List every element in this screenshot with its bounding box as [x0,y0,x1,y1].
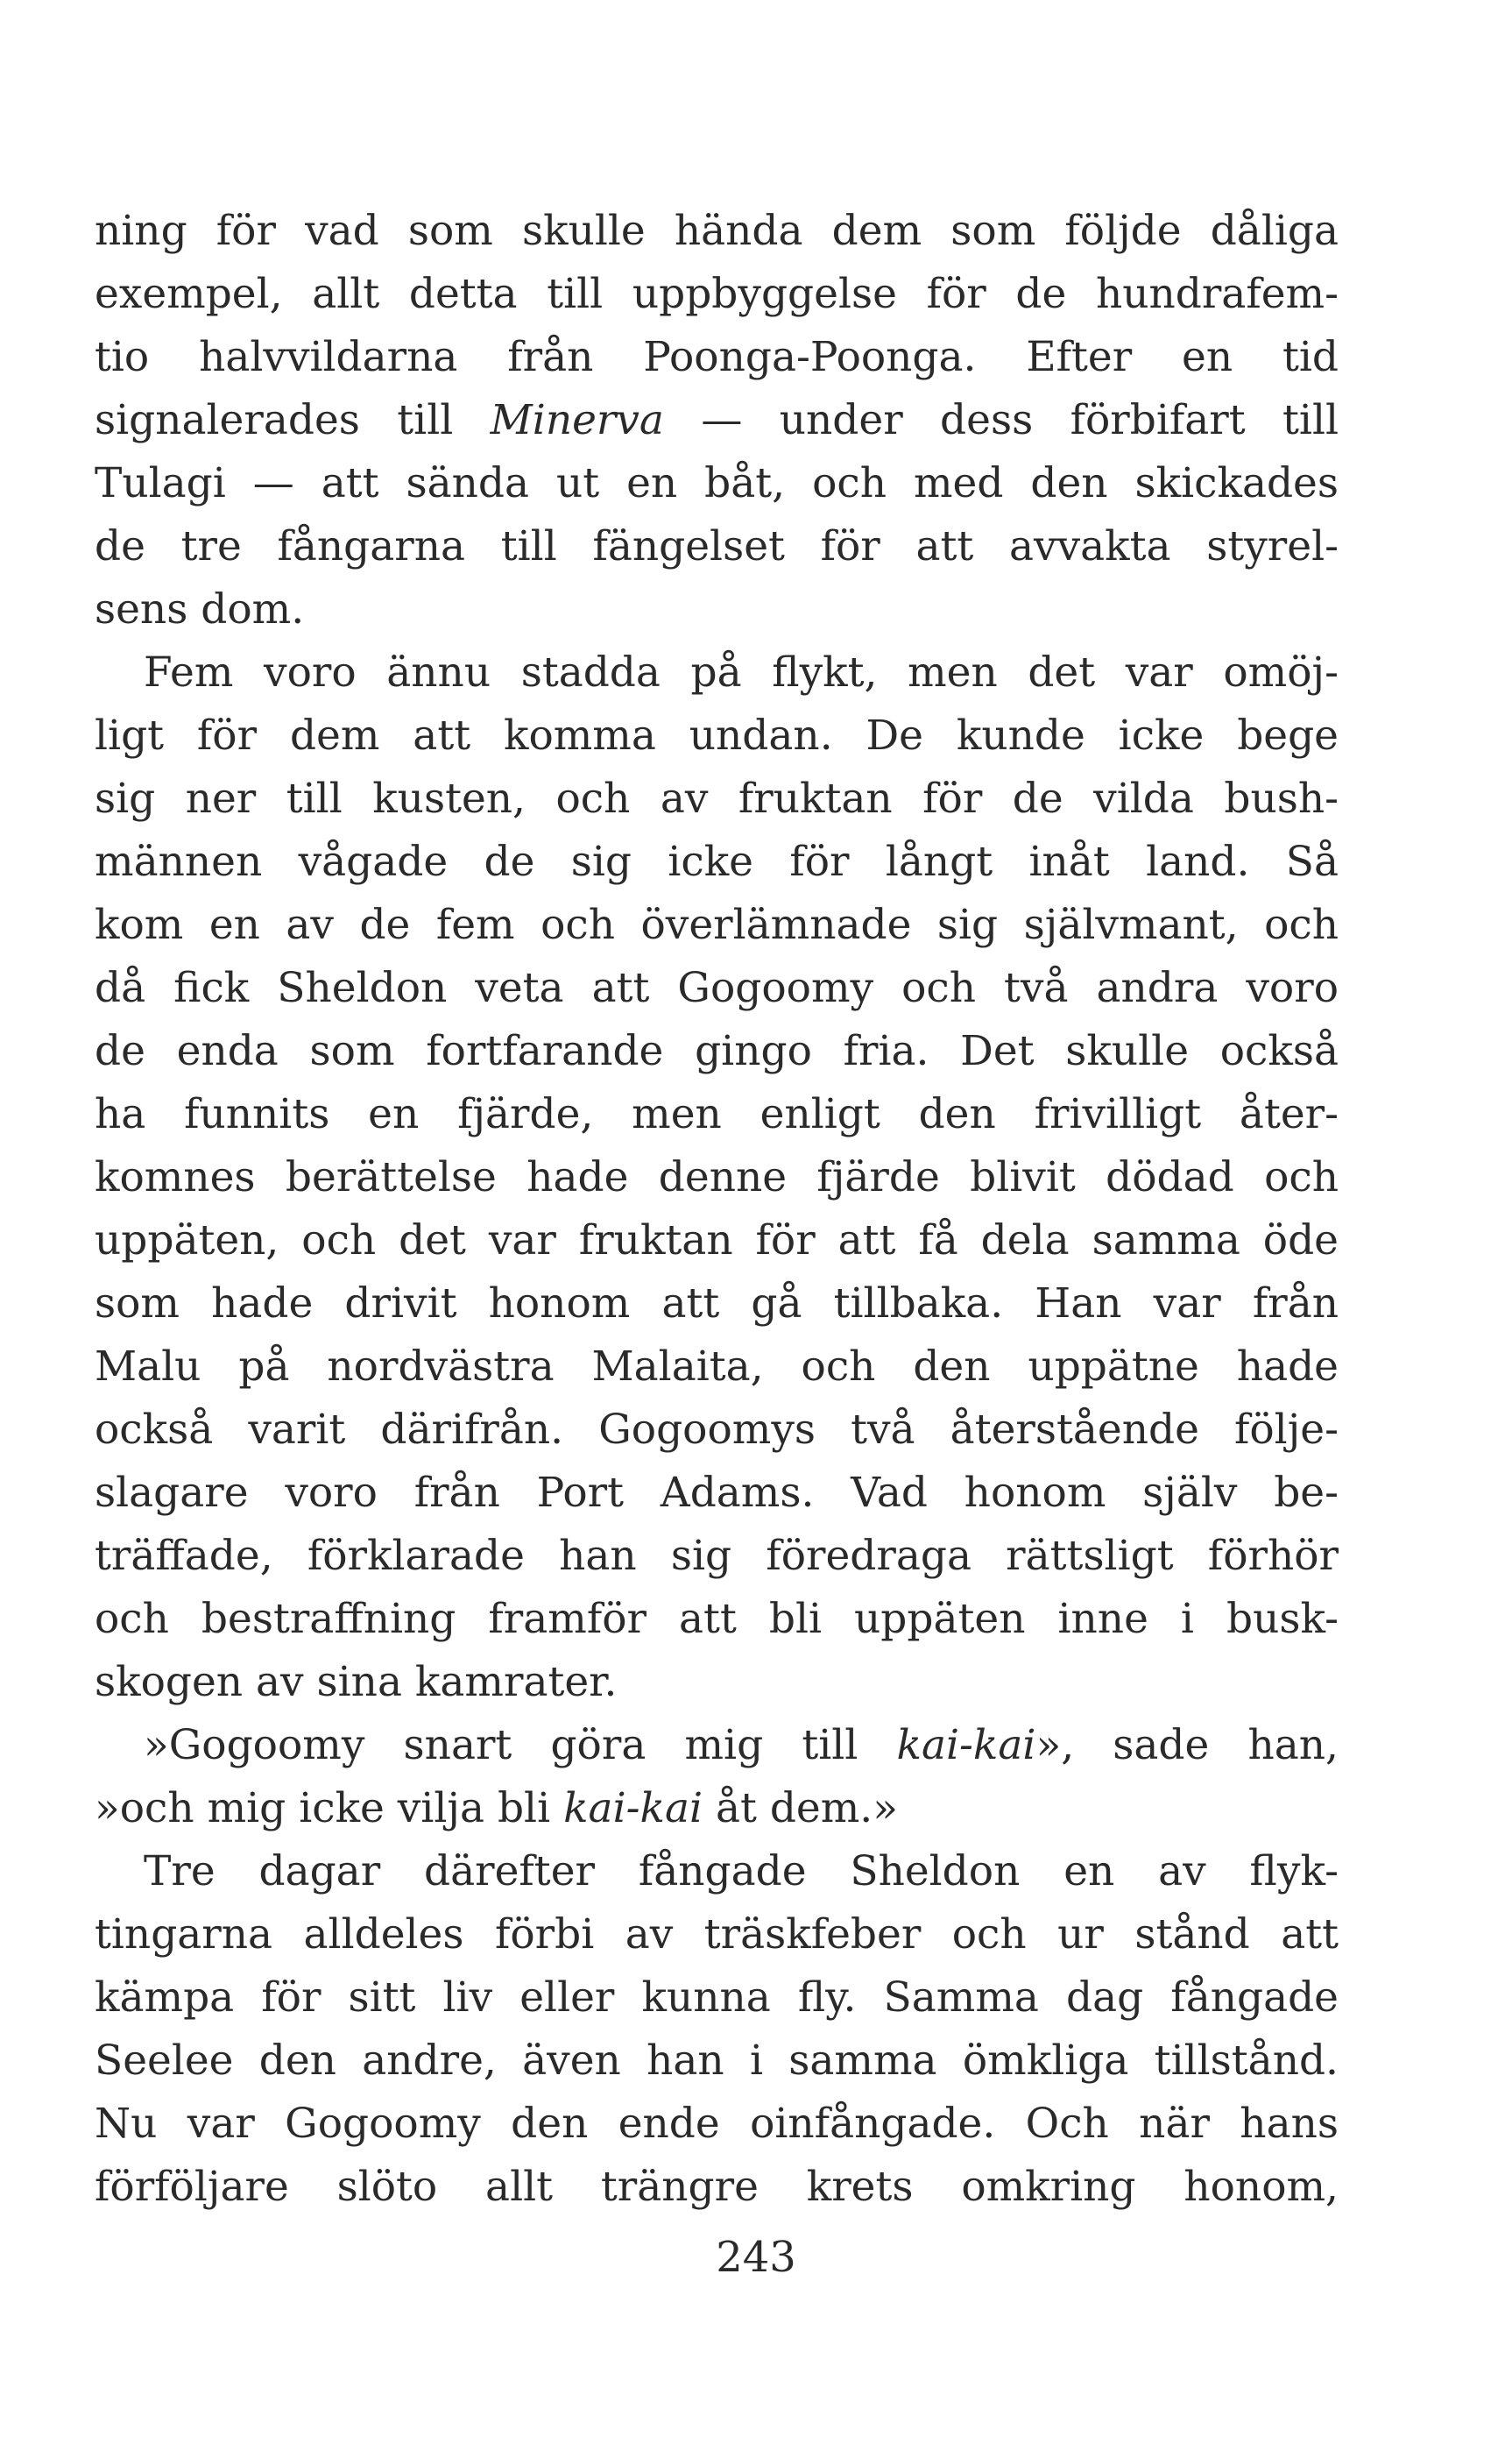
text-line: också varit därifrån. Gogoomys två återstående följe- [95,1406,1339,1454]
page-text [95,200,1339,2219]
ship-name: Minerva [490,396,664,444]
text-line: kämpa för sitt liv eller kunna fly. Samma dag fångade [95,1973,1339,2022]
text-line: de tre fångarna till fängelset för att avvakta styrel- [95,522,1339,570]
text-line: som hade drivit honom att gå tillbaka. Han var från [95,1279,1339,1328]
text-segment: »Gogoomy snart göra mig till [144,1721,858,1769]
text-line: slagare voro från Port Adams. Vad honom själv be- [95,1469,1339,1517]
text-line: Tre dagar därefter fångade Sheldon en av flyk- [144,1847,1339,1895]
text-line: tio halvvildarna från Poonga-Poonga. Efter en tid [95,333,1339,381]
text-line [95,389,1339,452]
text-line: uppäten, och det var fruktan för att få dela samma öde [95,1216,1339,1264]
text-line: de enda som fortfarande gingo fria. Det skulle också [95,1027,1339,1075]
emphasized-word: kai-kai [563,1784,703,1832]
text-segment: — under dess förbifart till [701,396,1339,444]
text-line: Fem voro ännu stadda på flykt, men det var omöj- [144,648,1339,697]
text-line: träffade, förklarade han sig föredraga rättsligt förhör [95,1532,1339,1580]
text-line: exempel, allt detta till uppbyggelse för de hundrafem- [95,270,1339,318]
text-line: kom en av de fem och överlämnade sig självmant, och [95,901,1339,949]
text-line: ligt för dem att komma undan. De kunde icke bege [95,712,1339,760]
text-line: komnes berättelse hade denne fjärde blivit dödad och [95,1153,1339,1201]
text-segment: », sade han, [1035,1721,1339,1769]
text-line [95,1777,1339,1840]
text-segment: »och mig icke vilja bli [95,1784,551,1832]
text-line: ning för vad som skulle hända dem som följde dåliga [95,207,1339,255]
text-line: sens dom. [95,585,305,634]
text-line: Tulagi — att sända ut en båt, och med den skickades [95,459,1339,507]
text-line: och bestraffning framför att bli uppäten inne i busk- [95,1595,1339,1643]
text-line: Seelee den andre, även han i samma ömkliga tillstånd. [95,2037,1339,2085]
page-number: 243 [716,2233,796,2282]
text-line: sig ner till kusten, och av fruktan för de vilda bush- [95,775,1339,823]
text-line: Nu var Gogoomy den ende oinfångade. Och när hans [95,2100,1339,2148]
text-segment: signalerades till [95,396,454,444]
text-line: tingarna alldeles förbi av träskfeber och ur stånd att [95,1910,1339,1959]
text-line [95,1714,1339,1777]
text-segment: åt dem.» [715,1784,898,1832]
text-line: Malu på nordvästra Malaita, och den uppätne hade [95,1342,1339,1391]
text-line: förföljare slöto allt trängre krets omkring honom, [95,2163,1339,2211]
text-line: ha funnits en fjärde, men enligt den frivilligt åter- [95,1090,1339,1138]
text-line: skogen av sina kamrater. [95,1658,618,1706]
text-line: männen vågade de sig icke för långt inåt land. Så [95,838,1339,886]
text-line: då fick Sheldon veta att Gogoomy och två andra voro [95,964,1339,1012]
emphasized-word: kai-kai [896,1721,1036,1769]
